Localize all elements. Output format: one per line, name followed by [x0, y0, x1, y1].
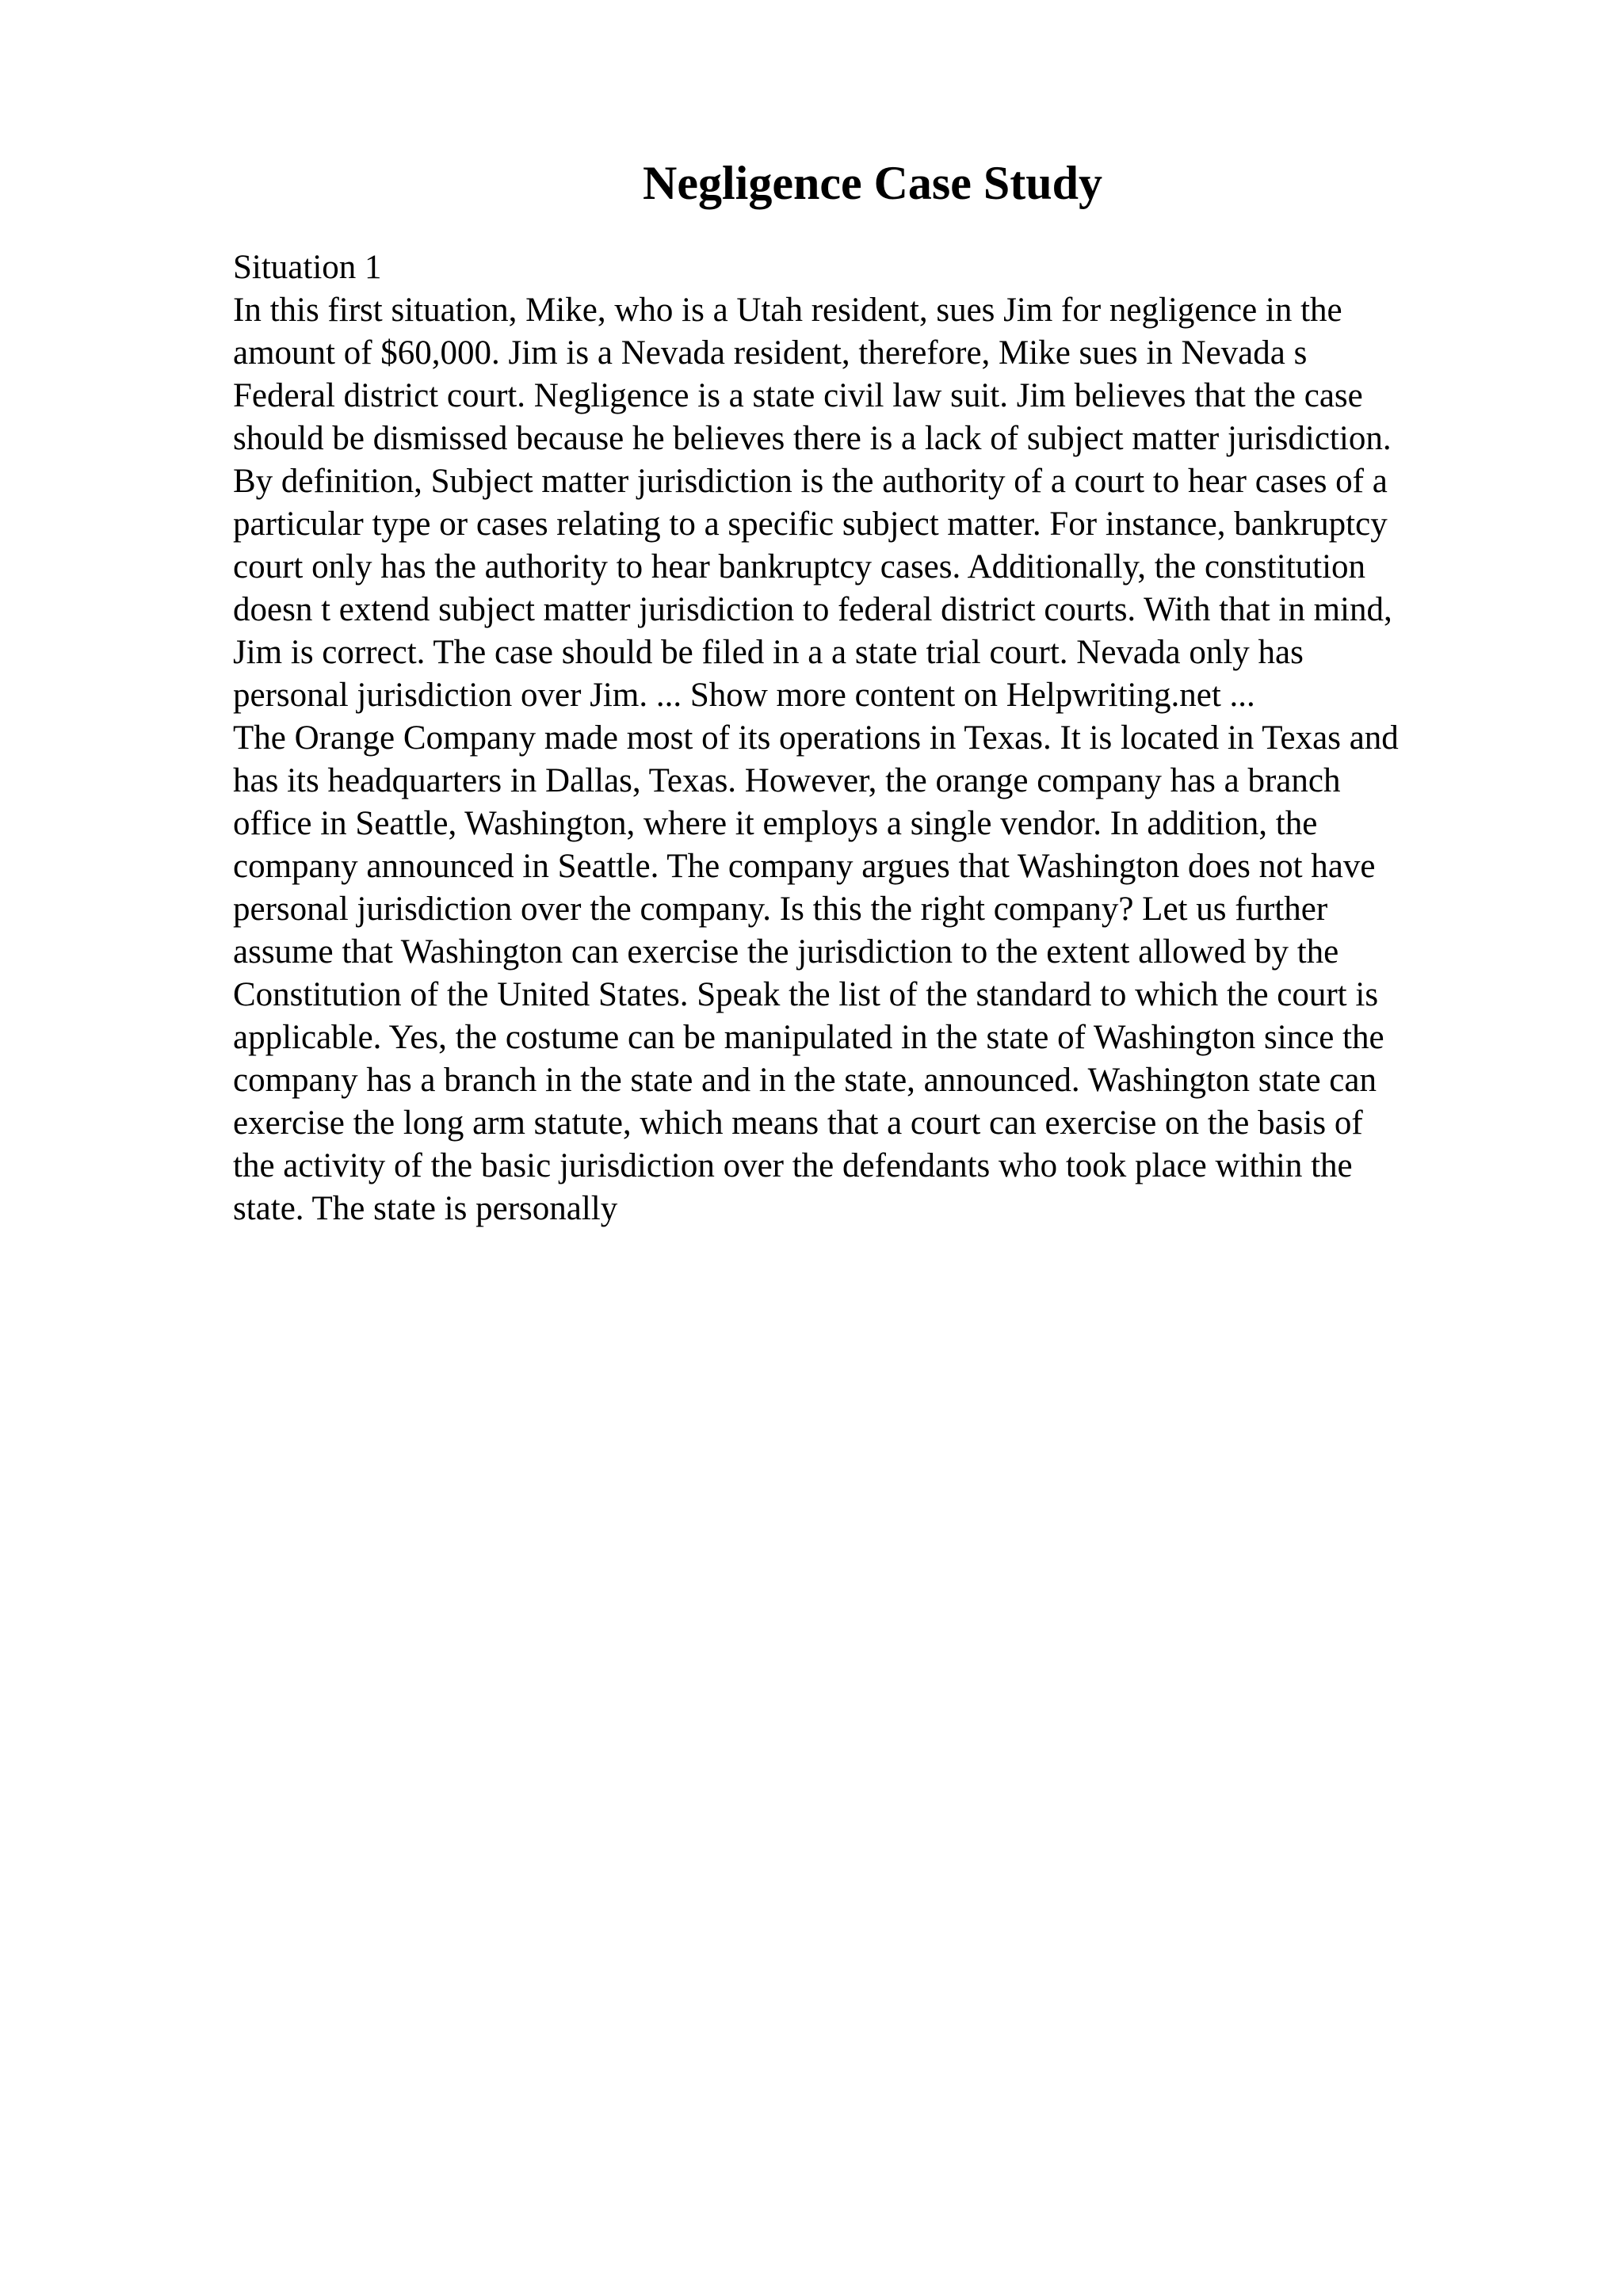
text-line: personal jurisdiction over Jim. ... Show more content on Helpwriting.net ...: [233, 677, 1255, 714]
text-line: Situation 1: [233, 249, 382, 286]
text-line: The Orange Company made most of its operations in Texas. It is located in Texas and: [233, 719, 1399, 757]
text-line: Jim is correct. The case should be filed in a a state trial court. Nevada only has: [233, 634, 1304, 671]
document-body: [233, 246, 1533, 1230]
text-line: particular type or cases relating to a specific subject matter. For instance, bankruptcy: [233, 505, 1388, 543]
text-line: assume that Washington can exercise the jurisdiction to the extent allowed by the: [233, 933, 1339, 971]
text-line: applicable. Yes, the costume can be manipulated in the state of Washington since the: [233, 1019, 1384, 1056]
text-line: Constitution of the United States. Speak the list of the standard to which the court is: [233, 976, 1379, 1013]
text-line: should be dismissed because he believes there is a lack of subject matter jurisdiction.: [233, 420, 1392, 457]
text-line: court only has the authority to hear bankruptcy cases. Additionally, the constitution: [233, 548, 1366, 585]
text-line: company announced in Seattle. The company argues that Washington does not have: [233, 848, 1376, 885]
document-title: Negligence Case Study: [643, 157, 1102, 209]
text-line: personal jurisdiction over the company. Is this the right company? Let us further: [233, 891, 1328, 928]
text-line: By definition, Subject matter jurisdiction is the authority of a court to hear cases of a: [233, 463, 1388, 500]
text-line: company has a branch in the state and in the state, announced. Washington state can: [233, 1062, 1377, 1099]
text-line: has its headquarters in Dallas, Texas. However, the orange company has a branch: [233, 762, 1341, 799]
text-line: exercise the long arm statute, which means that a court can exercise on the basis of: [233, 1104, 1363, 1142]
text-line: office in Seattle, Washington, where it employs a single vendor. In addition, the: [233, 805, 1318, 842]
text-line: In this first situation, Mike, who is a Utah resident, sues Jim for negligence in the: [233, 292, 1342, 329]
text-line: the activity of the basic jurisdiction over the defendants who took place within the: [233, 1147, 1353, 1184]
text-line: amount of $60,000. Jim is a Nevada resident, therefore, Mike sues in Nevada s: [233, 334, 1308, 372]
text-line: doesn t extend subject matter jurisdiction to federal district courts. With that in mind,: [233, 591, 1392, 628]
text-line: state. The state is personally: [233, 1190, 618, 1227]
text-line: Federal district court. Negligence is a state civil law suit. Jim believes that the case: [233, 377, 1363, 414]
